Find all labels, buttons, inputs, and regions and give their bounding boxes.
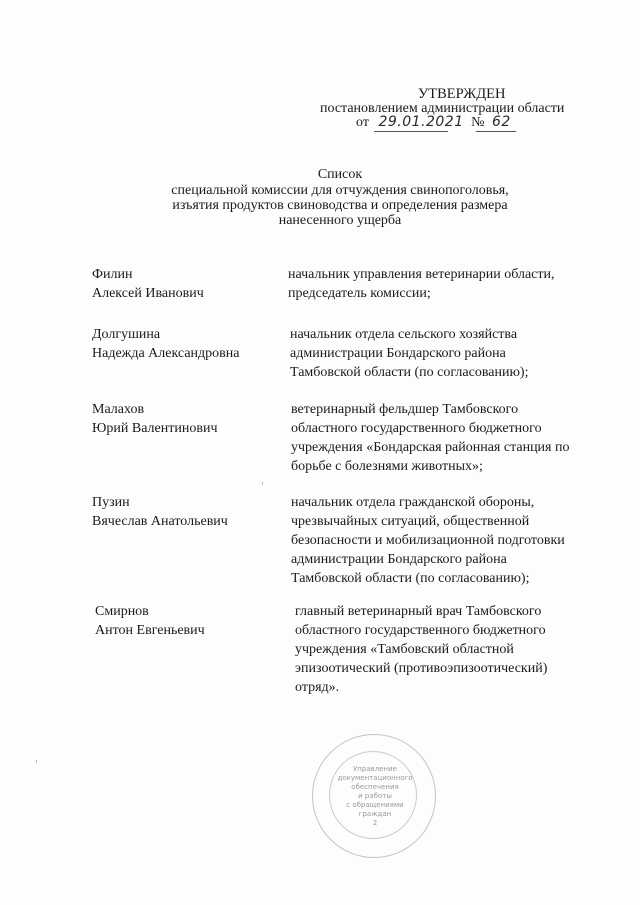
member-role: [291, 493, 591, 588]
member-role: [288, 265, 588, 303]
member-role: [290, 325, 590, 382]
stamp-line: обеспечения: [351, 783, 399, 791]
role-line: администрации Бондарского района: [291, 552, 507, 567]
role-line: главный ветеринарный врач Тамбовского: [295, 604, 542, 619]
approved-by-line: постановлением администрации области: [320, 101, 565, 116]
member-name: [92, 400, 282, 438]
member-given-names: Надежда Александровна: [92, 346, 240, 361]
scan-speck: [262, 482, 263, 485]
member-surname: Малахов: [92, 402, 145, 417]
heading-line: нанесенного ущерба: [278, 213, 402, 228]
member-role: [295, 602, 595, 697]
member-surname: Филин: [92, 267, 133, 282]
role-line: эпизоотический (противоэпизоотический): [295, 661, 548, 676]
list-heading: [140, 167, 540, 182]
date-prefix: от: [356, 115, 369, 130]
member-name: [92, 265, 282, 303]
heading-subtitle: [140, 183, 540, 228]
member-name: [95, 602, 285, 640]
number-underline: [476, 131, 516, 132]
approved-date-line: [356, 114, 511, 131]
member-surname: Пузин: [92, 495, 130, 510]
heading-word: Список: [317, 167, 363, 182]
member-given-names: Антон Евгеньевич: [95, 623, 205, 638]
role-line: учреждения «Бондарская районная станция по: [291, 440, 570, 455]
handwritten-number: 62: [491, 114, 511, 130]
handwritten-date: 29.01.2021: [378, 114, 464, 130]
role-line: председатель комиссии;: [288, 286, 431, 301]
member-role: [291, 400, 591, 476]
member-surname: Долгушина: [92, 327, 161, 342]
stamp-line: и работы: [358, 792, 392, 800]
number-prefix: №: [471, 115, 485, 130]
role-line: областного государственного бюджетного: [295, 623, 546, 638]
role-line: Тамбовской области (по согласованию);: [290, 365, 529, 380]
role-line: областного государственного бюджетного: [291, 421, 542, 436]
date-underline: [374, 131, 448, 132]
stamp-line: Управление: [353, 765, 397, 773]
role-line: начальник управления ветеринарии области,: [288, 267, 555, 282]
role-line: администрации Бондарского района: [290, 346, 506, 361]
heading-line: специальной комиссии для отчуждения свинопоголовья,: [171, 183, 509, 198]
stamp-text: [313, 765, 437, 828]
member-name: [92, 493, 282, 531]
member-name: [92, 325, 282, 363]
member-surname: Смирнов: [95, 604, 149, 619]
stamp-line: граждан: [358, 810, 392, 818]
member-given-names: Вячеслав Анатольевич: [92, 514, 228, 529]
stamp-line: документационного: [337, 774, 413, 782]
role-line: учреждения «Тамбовский областной: [295, 642, 514, 657]
role-line: борьбе с болезнями животных»;: [291, 459, 483, 474]
member-given-names: Юрий Валентинович: [92, 421, 218, 436]
heading-line: изъятия продуктов свиноводства и определения размера: [172, 198, 508, 213]
role-line: начальник отдела гражданской обороны,: [291, 495, 535, 510]
stamp-line: с обращениями: [346, 801, 404, 809]
approved-title: УТВЕРЖДЕН: [418, 86, 506, 102]
stamp-line: 2: [372, 819, 378, 827]
role-line: ветеринарный фельдшер Тамбовского: [291, 402, 519, 417]
role-line: чрезвычайных ситуаций, общественной: [291, 514, 530, 529]
role-line: начальник отдела сельского хозяйства: [290, 327, 518, 342]
scan-speck: [36, 760, 37, 763]
role-line: безопасности и мобилизационной подготовки: [291, 533, 565, 548]
round-stamp: [312, 734, 436, 858]
role-line: отряд».: [295, 680, 340, 695]
role-line: Тамбовской области (по согласованию);: [291, 571, 530, 586]
member-given-names: Алексей Иванович: [92, 286, 204, 301]
